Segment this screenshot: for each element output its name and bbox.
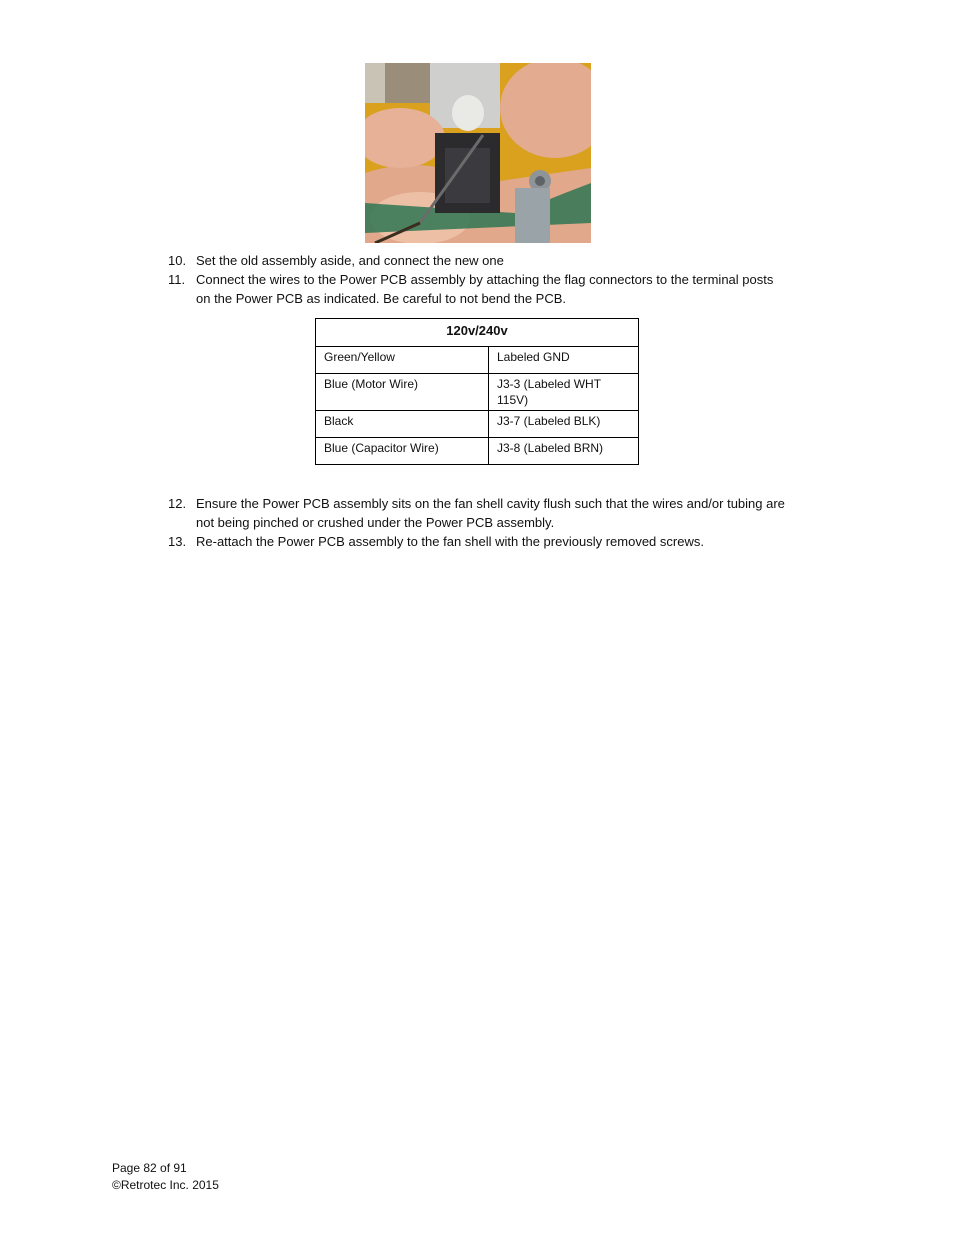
step-number: 11.: [168, 272, 186, 287]
step-text-line-2: on the Power PCB as indicated. Be careful to not bend the PCB.: [196, 291, 566, 306]
wiring-table: [315, 318, 639, 465]
copyright: ©Retrotec Inc. 2015: [112, 1178, 219, 1192]
step-text: Re-attach the Power PCB assembly to the fan shell with the previously removed screws.: [196, 534, 704, 549]
wire-cell: Blue (Capacitor Wire): [316, 438, 489, 465]
connector-photo: [365, 63, 591, 243]
step-text-line-1: Connect the wires to the Power PCB assembly by attaching the flag connectors to the terminal posts: [196, 272, 774, 287]
table-header-row: [316, 319, 639, 347]
step-text: Set the old assembly aside, and connect the new one: [196, 253, 504, 268]
terminal-cell: J3-3 (Labeled WHT 115V): [489, 374, 639, 411]
table-row: [316, 374, 639, 411]
step-text-line-1: Ensure the Power PCB assembly sits on the fan shell cavity flush such that the wires and/or tubing are: [196, 496, 785, 511]
wire-cell: Black: [316, 411, 489, 438]
terminal-cell: J3-7 (Labeled BLK): [489, 411, 639, 438]
table-row: [316, 411, 639, 438]
wire-cell: Blue (Motor Wire): [316, 374, 489, 411]
table-row: [316, 438, 639, 465]
table-header: 120v/240v: [316, 319, 639, 347]
step-number: 12.: [168, 496, 187, 511]
terminal-cell: Labeled GND: [489, 347, 639, 374]
step-number: 13.: [168, 534, 187, 549]
step-text-line-2: not being pinched or crushed under the Power PCB assembly.: [196, 515, 555, 530]
terminal-cell: J3-8 (Labeled BRN): [489, 438, 639, 465]
page-footer: [112, 1160, 219, 1194]
page-number: Page 82 of 91: [112, 1161, 187, 1175]
step-number: 10.: [168, 253, 187, 268]
table-row: [316, 347, 639, 374]
wire-cell: Green/Yellow: [316, 347, 489, 374]
